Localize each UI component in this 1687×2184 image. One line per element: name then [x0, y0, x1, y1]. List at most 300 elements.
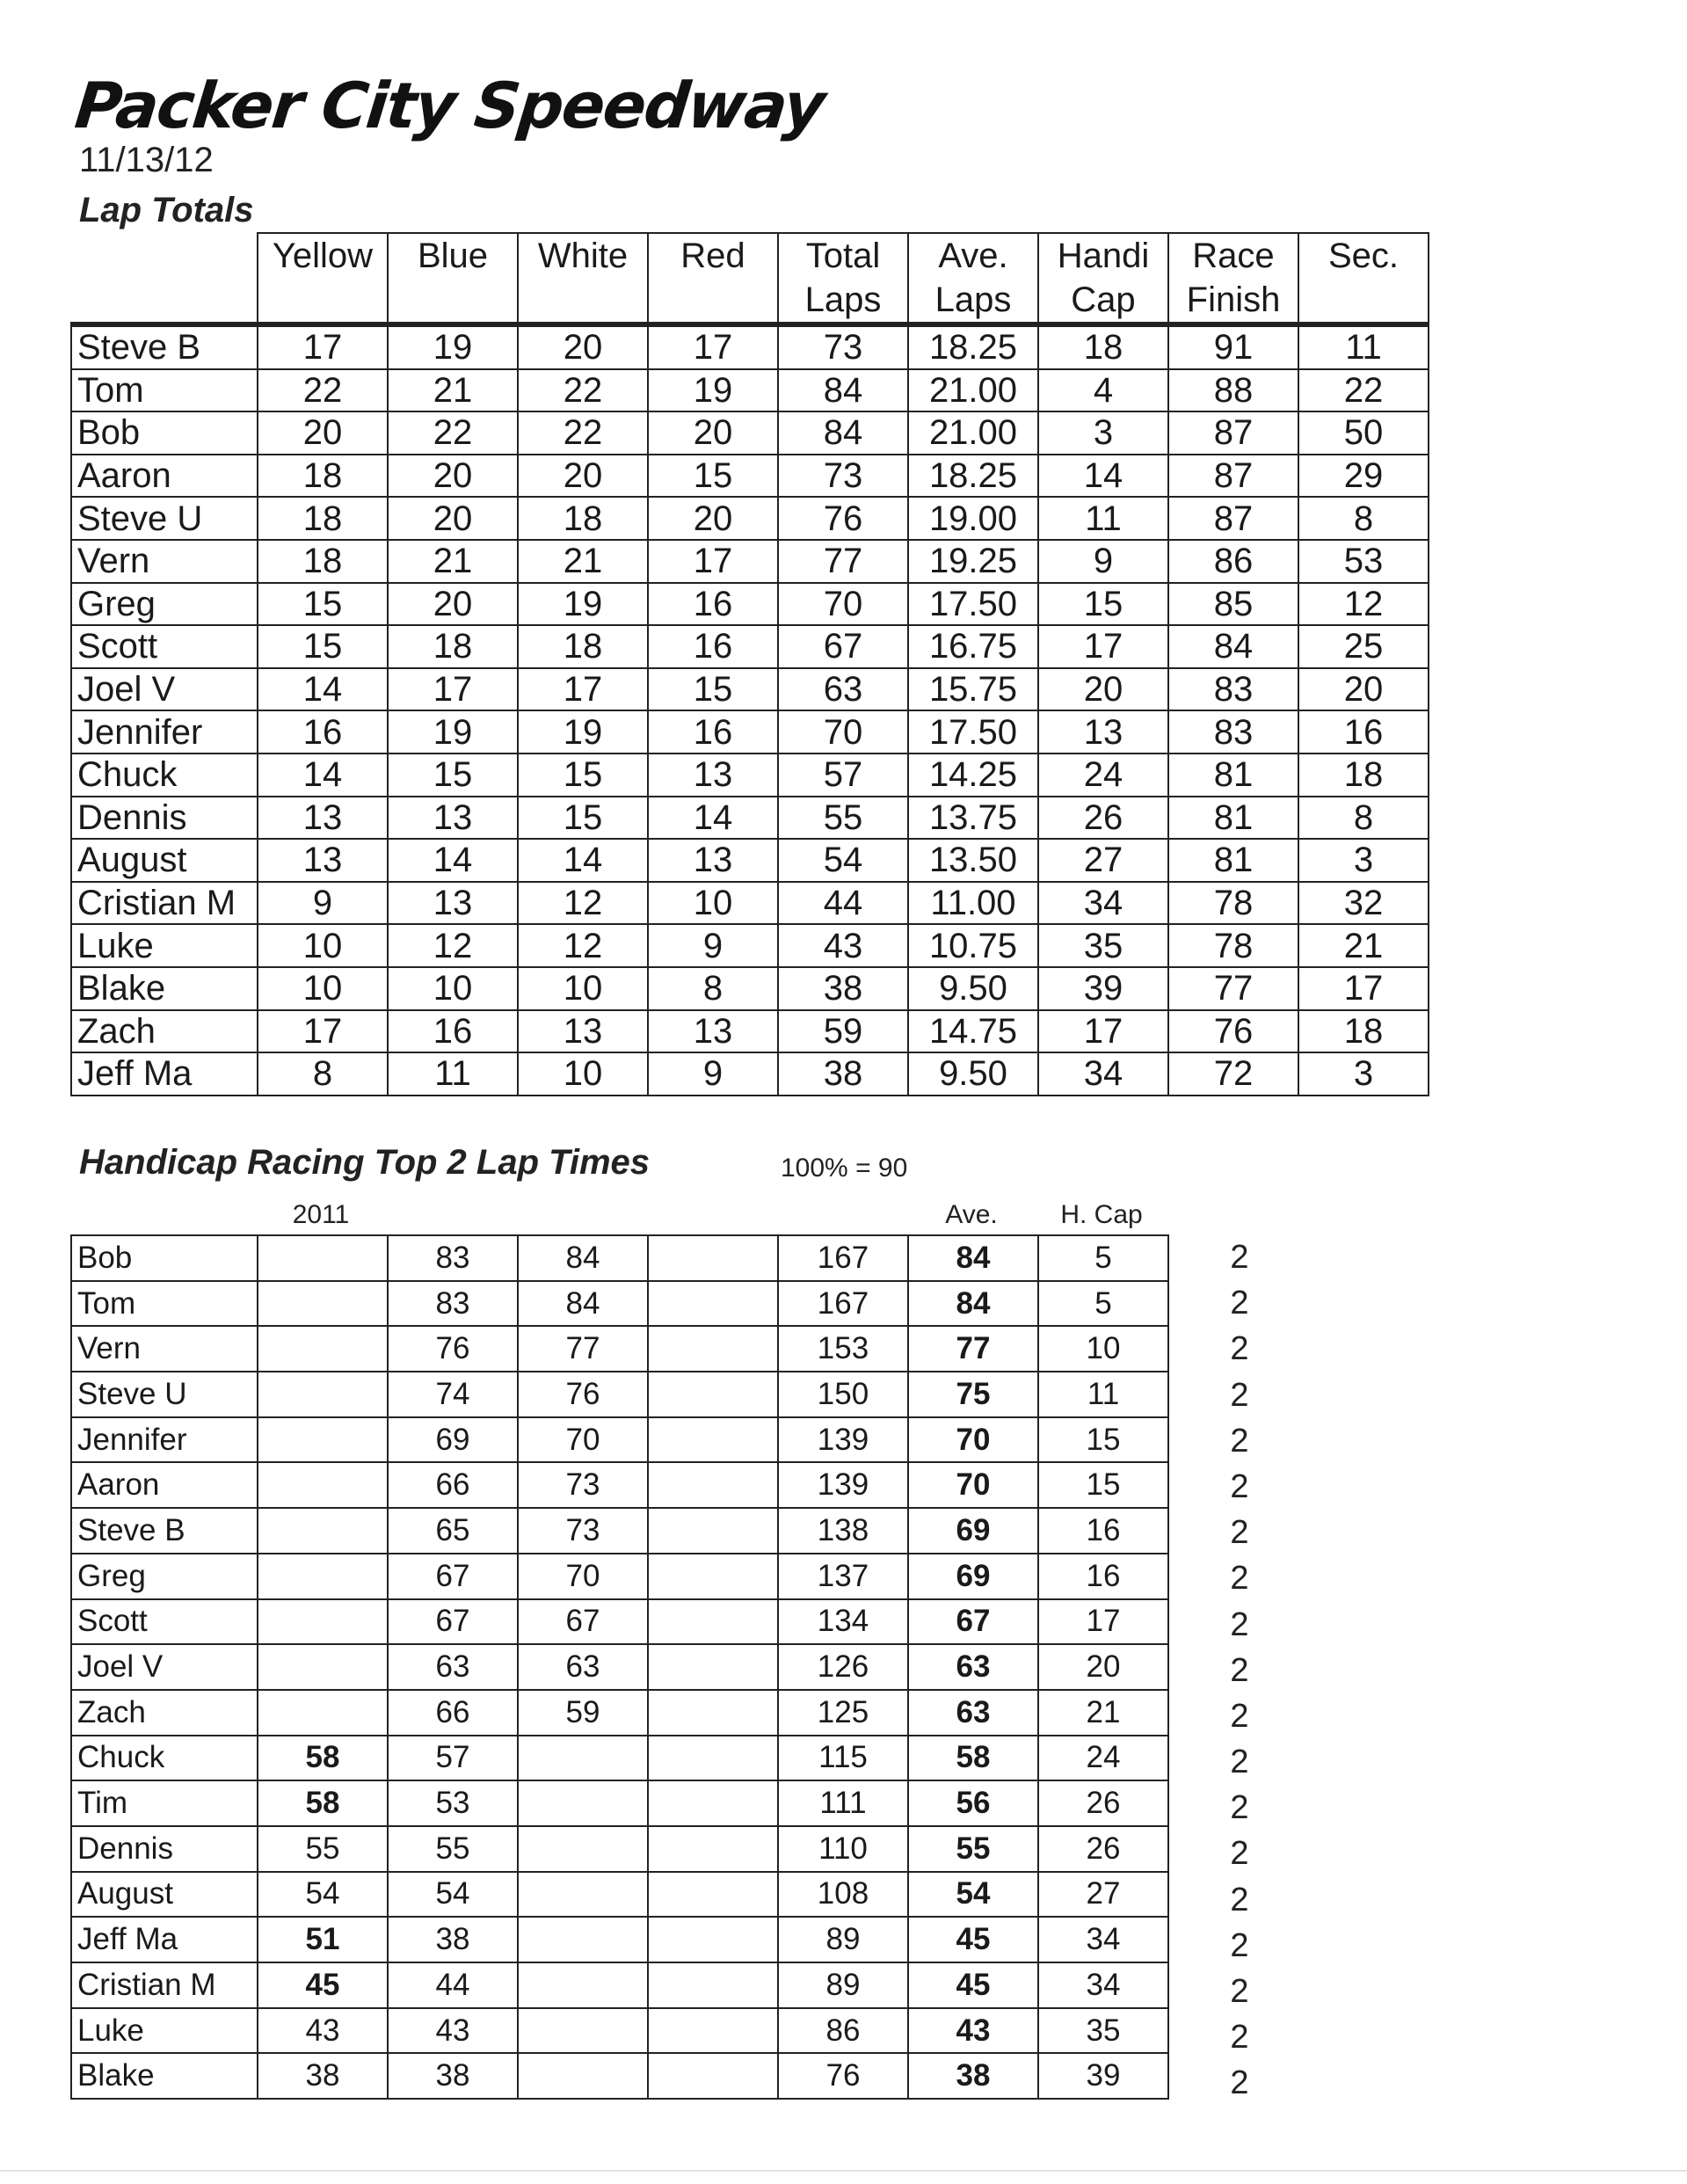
table-cell: 19 [388, 324, 518, 369]
table-cell: 13 [1038, 710, 1168, 753]
table-cell: 22 [258, 369, 388, 412]
table-cell [648, 1372, 778, 1417]
table-cell: 20 [388, 455, 518, 498]
table-cell: 13.50 [908, 839, 1038, 882]
count-value: 2 [1230, 1744, 1249, 1781]
table-cell: 17.50 [908, 710, 1038, 753]
column-header [1038, 233, 1168, 324]
table-cell: 18 [1038, 324, 1168, 369]
table-cell: 111 [778, 1780, 908, 1826]
table-cell: 17 [648, 540, 778, 583]
table-cell [518, 1780, 648, 1826]
table-cell: 3 [1298, 1052, 1429, 1096]
table-cell [258, 1599, 388, 1645]
column-header [1168, 233, 1298, 324]
table-cell: 83 [388, 1235, 518, 1281]
table-cell [648, 1599, 778, 1645]
table-cell [648, 1826, 778, 1872]
table-row [71, 1599, 1168, 1645]
column-header-line: Handi [1057, 237, 1150, 275]
table-cell: 91 [1168, 324, 1298, 369]
table-cell: 13 [388, 797, 518, 840]
table-cell: 55 [258, 1826, 388, 1872]
table-cell [518, 2008, 648, 2054]
table-cell: 16 [648, 710, 778, 753]
table-cell: 21 [1038, 1690, 1168, 1736]
column-header-line: Blue [417, 237, 489, 275]
table-cell [648, 2053, 778, 2099]
table-cell: 19.25 [908, 540, 1038, 583]
table-cell: 21.00 [908, 411, 1038, 455]
table-cell: 76 [518, 1372, 648, 1417]
table-cell: 10.75 [908, 924, 1038, 967]
table-cell: 15.75 [908, 668, 1038, 711]
table-cell: 59 [518, 1690, 648, 1736]
table-cell [648, 1508, 778, 1554]
table-cell: 15 [1038, 1462, 1168, 1508]
table-row [71, 967, 1429, 1010]
table-cell: 84 [908, 1235, 1038, 1281]
table-cell: 8 [648, 967, 778, 1010]
table-cell: 43 [388, 2008, 518, 2054]
table-row [71, 1235, 1168, 1281]
table-cell: 8 [258, 1052, 388, 1096]
table-cell: 55 [908, 1826, 1038, 1872]
table-cell: 34 [1038, 882, 1168, 925]
column-header-line: Laps [934, 280, 1012, 319]
table-cell: 19 [648, 369, 778, 412]
table-cell: 20 [388, 583, 518, 626]
table-cell: 13 [648, 1010, 778, 1053]
table-cell: 16.75 [908, 625, 1038, 668]
table-cell: 63 [908, 1644, 1038, 1690]
table-cell: 35 [1038, 2008, 1168, 2054]
table-cell: 19 [518, 710, 648, 753]
table-cell: 81 [1168, 753, 1298, 797]
table-cell: 10 [258, 967, 388, 1010]
table-cell: 20 [1298, 668, 1429, 711]
driver-name: Jennifer [71, 1417, 258, 1463]
table-cell: 18 [258, 455, 388, 498]
table-cell [258, 1372, 388, 1417]
table-cell: 18 [258, 497, 388, 540]
table-cell: 67 [908, 1599, 1038, 1645]
table-cell: 43 [258, 2008, 388, 2054]
table-cell: 38 [778, 967, 908, 1010]
table-row [71, 2008, 1168, 2054]
table-cell: 4 [1038, 369, 1168, 412]
table-row [71, 1690, 1168, 1736]
table-cell: 115 [778, 1736, 908, 1781]
table-cell: 16 [258, 710, 388, 753]
table-cell [648, 2008, 778, 2054]
table-row [71, 710, 1429, 753]
table-cell [648, 1462, 778, 1508]
driver-name: Aaron [71, 1462, 258, 1508]
table-cell: 50 [1298, 411, 1429, 455]
table-cell: 9 [258, 882, 388, 925]
column-header [258, 233, 388, 324]
table-cell [258, 1690, 388, 1736]
table-cell: 5 [1038, 1235, 1168, 1281]
table-cell: 24 [1038, 753, 1168, 797]
driver-name: Zach [71, 1690, 258, 1736]
table-cell: 18 [518, 625, 648, 668]
table-cell: 22 [518, 411, 648, 455]
table-cell: 22 [1298, 369, 1429, 412]
table-cell: 58 [258, 1780, 388, 1826]
table-cell: 26 [1038, 797, 1168, 840]
table-cell: 45 [908, 1917, 1038, 1962]
table-cell: 84 [778, 369, 908, 412]
table-cell: 44 [778, 882, 908, 925]
table-cell: 22 [518, 369, 648, 412]
table-cell: 20 [518, 324, 648, 369]
table-cell: 153 [778, 1326, 908, 1372]
table-cell: 54 [908, 1872, 1038, 1918]
column-header-line: Finish [1186, 280, 1281, 319]
table-cell: 39 [1038, 2053, 1168, 2099]
count-value: 2 [1230, 1697, 1249, 1735]
table-cell [648, 1235, 778, 1281]
table-cell: 77 [1168, 967, 1298, 1010]
table-row [71, 369, 1429, 412]
table-cell [258, 1235, 388, 1281]
table-cell: 70 [518, 1417, 648, 1463]
handicap-title: Handicap Racing Top 2 Lap Times [79, 1143, 651, 1182]
table-cell: 9 [648, 1052, 778, 1096]
table-cell: 78 [1168, 924, 1298, 967]
table-cell: 76 [778, 497, 908, 540]
table-cell: 18.25 [908, 455, 1038, 498]
table-cell: 18 [1298, 753, 1429, 797]
table-row [71, 1508, 1168, 1554]
table-cell: 75 [908, 1372, 1038, 1417]
column-header-line: Ave. [938, 237, 1008, 275]
table-cell: 70 [518, 1554, 648, 1599]
table-row [71, 2053, 1168, 2099]
count-value: 2 [1230, 1926, 1249, 1964]
table-cell: 63 [388, 1644, 518, 1690]
table-cell: 27 [1038, 1872, 1168, 1918]
table-cell: 55 [388, 1826, 518, 1872]
table-cell: 16 [648, 625, 778, 668]
count-value: 2 [1230, 1285, 1249, 1322]
driver-name: Bob [71, 1235, 258, 1281]
driver-name: Chuck [71, 1736, 258, 1781]
table-cell: 18.25 [908, 324, 1038, 369]
table-row [71, 1917, 1168, 1962]
table-cell: 17 [1038, 1010, 1168, 1053]
table-cell: 17.50 [908, 583, 1038, 626]
table-row [71, 753, 1429, 797]
table-cell: 20 [648, 411, 778, 455]
table-cell: 35 [1038, 924, 1168, 967]
table-cell: 10 [258, 924, 388, 967]
table-cell: 137 [778, 1554, 908, 1599]
table-cell: 14 [258, 753, 388, 797]
driver-name: Joel V [71, 1644, 258, 1690]
table-cell: 70 [908, 1417, 1038, 1463]
table-cell: 53 [1298, 540, 1429, 583]
table-cell: 65 [388, 1508, 518, 1554]
column-header-line: Total [805, 237, 881, 275]
table-cell: 17 [1038, 1599, 1168, 1645]
table-cell [648, 1690, 778, 1736]
table-row [71, 1962, 1168, 2008]
table-cell: 14 [518, 839, 648, 882]
table-cell: 84 [1168, 625, 1298, 668]
table-cell [518, 1962, 648, 2008]
table-cell: 54 [258, 1872, 388, 1918]
table-cell: 66 [388, 1690, 518, 1736]
table-cell: 11 [388, 1052, 518, 1096]
table-cell [518, 1872, 648, 1918]
table-cell: 10 [1038, 1326, 1168, 1372]
table-cell: 17 [1298, 967, 1429, 1010]
table-cell: 70 [908, 1462, 1038, 1508]
table-row [71, 1736, 1168, 1781]
table-cell: 11 [1038, 1372, 1168, 1417]
driver-name: Dennis [71, 797, 258, 840]
table-cell: 38 [388, 1917, 518, 1962]
driver-name: Jeff Ma [71, 1917, 258, 1962]
table-cell: 14 [648, 797, 778, 840]
table-cell [518, 1917, 648, 1962]
table-cell: 15 [1038, 583, 1168, 626]
table-row [71, 455, 1429, 498]
table-cell: 43 [908, 2008, 1038, 2054]
column-header-line: Laps [804, 280, 882, 319]
table-cell: 54 [388, 1872, 518, 1918]
table-cell: 9.50 [908, 1052, 1038, 1096]
count-value: 2 [1230, 1560, 1249, 1598]
table-row [71, 1417, 1168, 1463]
table-cell: 13 [258, 797, 388, 840]
table-row [71, 882, 1429, 925]
table-row [71, 1644, 1168, 1690]
table-cell [648, 1736, 778, 1781]
table-cell: 20 [388, 497, 518, 540]
table-cell: 84 [908, 1281, 1038, 1327]
table-cell [258, 1554, 388, 1599]
count-value: 2 [1230, 1605, 1249, 1643]
driver-name: Dennis [71, 1826, 258, 1872]
table-cell: 134 [778, 1599, 908, 1645]
driver-name: Cristian M [71, 1962, 258, 2008]
table-cell: 34 [1038, 1917, 1168, 1962]
table-cell: 8 [1298, 497, 1429, 540]
header-blank [71, 233, 258, 324]
table-cell: 73 [778, 455, 908, 498]
driver-name: Zach [71, 1010, 258, 1053]
lap-totals-table [70, 232, 1429, 1096]
table-cell: 43 [778, 924, 908, 967]
column-header-line: Red [680, 237, 745, 275]
table-cell: 12 [518, 924, 648, 967]
table-cell: 67 [388, 1554, 518, 1599]
table-cell: 18 [388, 625, 518, 668]
table-cell: 19 [388, 710, 518, 753]
table-cell: 110 [778, 1826, 908, 1872]
table-cell: 15 [648, 455, 778, 498]
table-row [71, 1010, 1429, 1053]
driver-name: Luke [71, 924, 258, 967]
table-cell: 20 [1038, 668, 1168, 711]
driver-name: Steve U [71, 1372, 258, 1417]
table-cell: 20 [1038, 1644, 1168, 1690]
table-row [71, 839, 1429, 882]
column-header-line: Cap [1071, 280, 1136, 319]
table-cell: 17 [1038, 625, 1168, 668]
table-cell: 108 [778, 1872, 908, 1918]
table-cell: 17 [518, 668, 648, 711]
driver-name: Cristian M [71, 882, 258, 925]
table-cell: 88 [1168, 369, 1298, 412]
table-cell [258, 1417, 388, 1463]
table-cell [648, 1644, 778, 1690]
table-cell: 89 [778, 1917, 908, 1962]
table-cell: 150 [778, 1372, 908, 1417]
table-row [71, 497, 1429, 540]
table-cell: 87 [1168, 411, 1298, 455]
table-cell: 63 [778, 668, 908, 711]
table-cell: 27 [1038, 839, 1168, 882]
column-header [518, 233, 648, 324]
column-header [648, 233, 778, 324]
table-cell: 45 [908, 1962, 1038, 2008]
table-cell: 16 [1038, 1554, 1168, 1599]
count-value: 2 [1230, 1422, 1249, 1460]
table-cell: 21 [518, 540, 648, 583]
table-cell: 26 [1038, 1826, 1168, 1872]
table-cell: 13 [518, 1010, 648, 1053]
table-cell: 5 [1038, 1281, 1168, 1327]
table-cell: 69 [908, 1554, 1038, 1599]
table-cell: 16 [1038, 1508, 1168, 1554]
table-cell: 63 [518, 1644, 648, 1690]
table-cell: 14 [1038, 455, 1168, 498]
driver-name: Chuck [71, 753, 258, 797]
table-cell: 3 [1038, 411, 1168, 455]
count-value: 2 [1230, 1514, 1249, 1552]
table-row [71, 411, 1429, 455]
driver-name: Jeff Ma [71, 1052, 258, 1096]
table-cell: 18 [258, 540, 388, 583]
count-column [1218, 1234, 1262, 2107]
driver-name: Steve U [71, 497, 258, 540]
table-cell: 55 [778, 797, 908, 840]
table-cell: 29 [1298, 455, 1429, 498]
table-cell: 13 [258, 839, 388, 882]
table-cell: 86 [778, 2008, 908, 2054]
table-cell: 58 [908, 1736, 1038, 1781]
table-cell: 87 [1168, 497, 1298, 540]
table-cell: 14 [258, 668, 388, 711]
handicap-note: 100% = 90 [781, 1154, 908, 1183]
column-header-line: White [537, 237, 629, 275]
table-cell: 73 [518, 1462, 648, 1508]
table-cell: 73 [778, 324, 908, 369]
table-cell: 21 [388, 369, 518, 412]
driver-name: August [71, 839, 258, 882]
table-cell: 11.00 [908, 882, 1038, 925]
driver-name: Greg [71, 583, 258, 626]
column-header [1298, 233, 1429, 324]
table-cell: 67 [518, 1599, 648, 1645]
table-cell: 138 [778, 1508, 908, 1554]
table-cell: 139 [778, 1462, 908, 1508]
table-cell: 21.00 [908, 369, 1038, 412]
count-value: 2 [1230, 1330, 1249, 1368]
scan-edge-line [0, 2170, 1687, 2172]
table-cell: 83 [1168, 710, 1298, 753]
table-cell: 15 [648, 668, 778, 711]
table-cell: 38 [778, 1052, 908, 1096]
count-value: 2 [1230, 2064, 1249, 2102]
table-cell [648, 1962, 778, 2008]
driver-name: Scott [71, 1599, 258, 1645]
table-cell: 139 [778, 1417, 908, 1463]
table-row [71, 1872, 1168, 1918]
count-value: 2 [1230, 1789, 1249, 1827]
table-row [71, 1326, 1168, 1372]
table-cell: 76 [778, 2053, 908, 2099]
table-cell: 125 [778, 1690, 908, 1736]
table-cell [258, 1508, 388, 1554]
table-cell: 167 [778, 1281, 908, 1327]
table-cell: 69 [908, 1508, 1038, 1554]
table-cell: 21 [388, 540, 518, 583]
driver-name: Vern [71, 1326, 258, 1372]
table-cell: 19 [518, 583, 648, 626]
table-cell: 38 [388, 2053, 518, 2099]
driver-name: Scott [71, 625, 258, 668]
table-cell: 11 [1038, 497, 1168, 540]
count-value: 2 [1230, 1973, 1249, 2010]
table-cell: 10 [518, 967, 648, 1010]
table-cell: 63 [908, 1690, 1038, 1736]
table-cell: 18 [1298, 1010, 1429, 1053]
table-cell: 12 [388, 924, 518, 967]
table-cell [518, 1826, 648, 1872]
table-cell: 34 [1038, 1962, 1168, 2008]
handicap-table [70, 1234, 1169, 2100]
table-cell: 73 [518, 1508, 648, 1554]
table-cell: 25 [1298, 625, 1429, 668]
table-cell: 84 [518, 1281, 648, 1327]
table-cell: 20 [518, 455, 648, 498]
table-cell: 13.75 [908, 797, 1038, 840]
table-cell [258, 1281, 388, 1327]
table-cell: 17 [258, 324, 388, 369]
table-cell: 14.25 [908, 753, 1038, 797]
table-cell: 13 [648, 753, 778, 797]
table-row [71, 625, 1429, 668]
table-cell: 81 [1168, 839, 1298, 882]
table-cell: 72 [1168, 1052, 1298, 1096]
table-cell: 15 [388, 753, 518, 797]
table-cell: 13 [648, 839, 778, 882]
count-value: 2 [1230, 1881, 1249, 1918]
driver-name: Joel V [71, 668, 258, 711]
table-row [71, 324, 1429, 369]
table-cell: 77 [778, 540, 908, 583]
table-cell: 18 [518, 497, 648, 540]
count-value: 2 [1230, 1651, 1249, 1689]
table-cell: 53 [388, 1780, 518, 1826]
table-cell: 87 [1168, 455, 1298, 498]
